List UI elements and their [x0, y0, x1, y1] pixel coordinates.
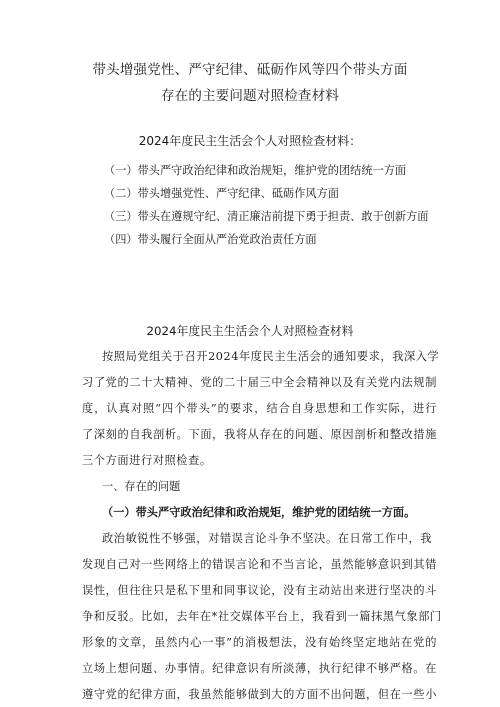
paragraph-line: 习了党的二十大精神、党的二十届三中全会精神以及有关党内法规制 — [82, 376, 437, 389]
document-title-line1: 带头增强党性、严守纪律、砥砺作风等四个带头方面 — [92, 62, 408, 78]
paragraph-line: 误性，但往往只是私下里和同事议论，没有主动站出来进行坚决的斗 — [82, 584, 437, 597]
toc-item: （二）带头增强党性、严守纪律、砥砺作风方面 — [104, 187, 339, 200]
subsection-heading: （一）带头严守政治纪律和政治规矩，维护党的团结统一方面。 — [102, 506, 416, 519]
paragraph-line: 遵守党的纪律方面，我虽然能够做到大的方面不出问题，但在一些小 — [82, 688, 437, 701]
toc-item: （四）带头履行全面从严治党政治责任方面 — [104, 233, 317, 246]
paragraph-line: 度，认真对照“四个带头”的要求，结合自身思想和工作实际，进行 — [82, 402, 437, 415]
section-heading: 一、存在的问题 — [102, 480, 181, 493]
paragraph-line: 三个方面进行对照检查。 — [82, 454, 212, 467]
toc-item: （三）带头在遵规守纪、清正廉洁前提下勇于担责、敢于创新方面 — [104, 210, 429, 223]
document-title-line2: 存在的主要问题对照检查材料 — [160, 88, 340, 104]
paragraph-line: 按照局党组关于召开2024年度民主生活会的通知要求，我深入学 — [102, 350, 440, 363]
section-heading: 2024年度民主生活会个人对照检查材料 — [146, 324, 354, 338]
paragraph-line: 形象的文章，虽然内心一事”的消极想法，没有始终坚定地站在党的 — [82, 636, 437, 649]
toc-heading: 2024年度民主生活会个人对照检查材料： — [138, 134, 362, 148]
paragraph-line: 立场上想问题、办事情。纪律意识有所淡薄，执行纪律不够严格。在 — [82, 662, 437, 675]
paragraph-line: 政治敏锐性不够强，对错误言论斗争不坚决。在日常工作中，我 — [102, 532, 433, 545]
paragraph-line: 发现自己对一些网络上的错误言论和不当言论，虽然能够意识到其错 — [82, 558, 437, 571]
paragraph-line: 了深刻的自我剖析。下面，我将从存在的问题、原因剖析和整改措施 — [82, 428, 437, 441]
toc-item: （一）带头严守政治纪律和政治规矩，维护党的团结统一方面 — [104, 164, 407, 177]
paragraph-line: 争和反驳。比如，去年在*社交媒体平台上，我看到一篇抹黑气象部门 — [82, 610, 442, 623]
